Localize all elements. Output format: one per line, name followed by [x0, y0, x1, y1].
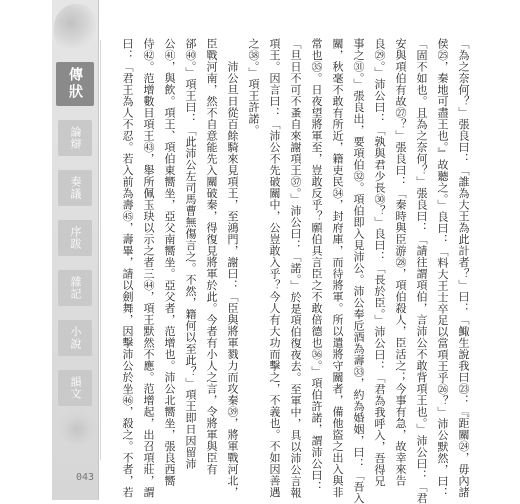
- tab-preface[interactable]: 序跋: [58, 220, 92, 256]
- page-number: 043: [76, 472, 95, 483]
- ink-decoration-bottom: [58, 408, 96, 444]
- text-line: 郤㊵。」項王曰：「此沛公左司馬曹無傷言之。不然，籍何以至此？」項王即日因留沛: [184, 38, 197, 470]
- text-line: 「為之奈何？」張良曰：「誰為大王為此計者？」曰：「鯫生說我曰㉓：『距關㉔，毋內諸: [457, 38, 470, 498]
- tab-argument[interactable]: 論辯: [58, 120, 92, 156]
- text-line: 沛公旦日從百餘騎來見項王，至鴻門，謝曰：「臣與將軍戮力而攻秦㊴，將軍戰河北，: [226, 38, 239, 498]
- text-line: 關，秋毫不敢有所近，籍吏民㉞，封府庫，而待將軍。所以遣將守關者，備他盜之出入與非: [331, 38, 344, 498]
- text-line: 公㊶，與飲。項王、項伯東嚮坐，亞父南嚮坐。亞父者，范增也。沛公北嚮坐，張良西嚮: [163, 38, 176, 487]
- text-line: 臣戰河南，然不自意能先入關破秦，得復見將軍於此。今者有小人之言，令將軍與臣有: [205, 38, 218, 475]
- text-line: 「旦日不可不蚤自來謝項王㊲。」沛公曰：「諾。」於是項伯復夜去。至軍中，具以沛公言報: [289, 38, 302, 499]
- ink-decoration-top: [54, 4, 96, 52]
- tab-verse[interactable]: 韻文: [58, 370, 92, 406]
- text-line: 良㉙。」沛公曰：「孰與君少長㉚？」良曰：「長於臣。」沛公曰：「君為我呼入，吾得兄: [373, 38, 386, 487]
- text-line: 常也㉟。日夜望將軍至，豈敢反乎？願伯具言臣之不敢倍德也㊱。」項伯許諾，謂沛公曰：: [310, 38, 323, 493]
- tab-biography[interactable]: 傳狀: [56, 62, 94, 106]
- tab-miscellany[interactable]: 雜記: [58, 270, 92, 306]
- text-line: 曰：「君王為人不忍。若入前為壽㊺，壽畢，請以劍舞，因擊沛公於坐㊻，殺之。不者，若: [121, 38, 134, 498]
- tab-fiction[interactable]: 小說: [58, 320, 92, 356]
- text-line: 侯㉕，秦地可盡王也。』故聽之。」良曰：「料大王士卒足以當項王乎㉖？」沛公默然，曰：: [436, 38, 449, 499]
- tab-memorial[interactable]: 奏議: [58, 170, 92, 206]
- margin-rule: [100, 40, 101, 460]
- text-line: 侍㊷。范增數目項王㊸，舉所佩玉玦以示之者三㊹，項王默然不應。范增起，出召項莊，謂: [142, 38, 155, 498]
- text-line: 事之㉛。」張良出，要項伯㉜。項伯即入見沛公。沛公奉卮酒為壽㉝，約為婚姻，曰：「吾入: [352, 38, 365, 504]
- text-line: 項王。因言曰：「沛公不先破關中，公豈敢入乎？今人有大功而擊之，不義也。不如因善遇: [268, 38, 281, 498]
- text-line: 安與項伯有故㉗？」張良曰：「秦時與臣游㉘，項伯殺人，臣活之；今事有急，故幸來告: [394, 38, 407, 487]
- text-line: 之㊳。」項王許諾。: [247, 38, 260, 136]
- text-line: 「固不如也。且為之奈何？」張良曰：「請往謂項伯，言沛公不敢背項王也。」沛公曰：「君: [415, 38, 428, 504]
